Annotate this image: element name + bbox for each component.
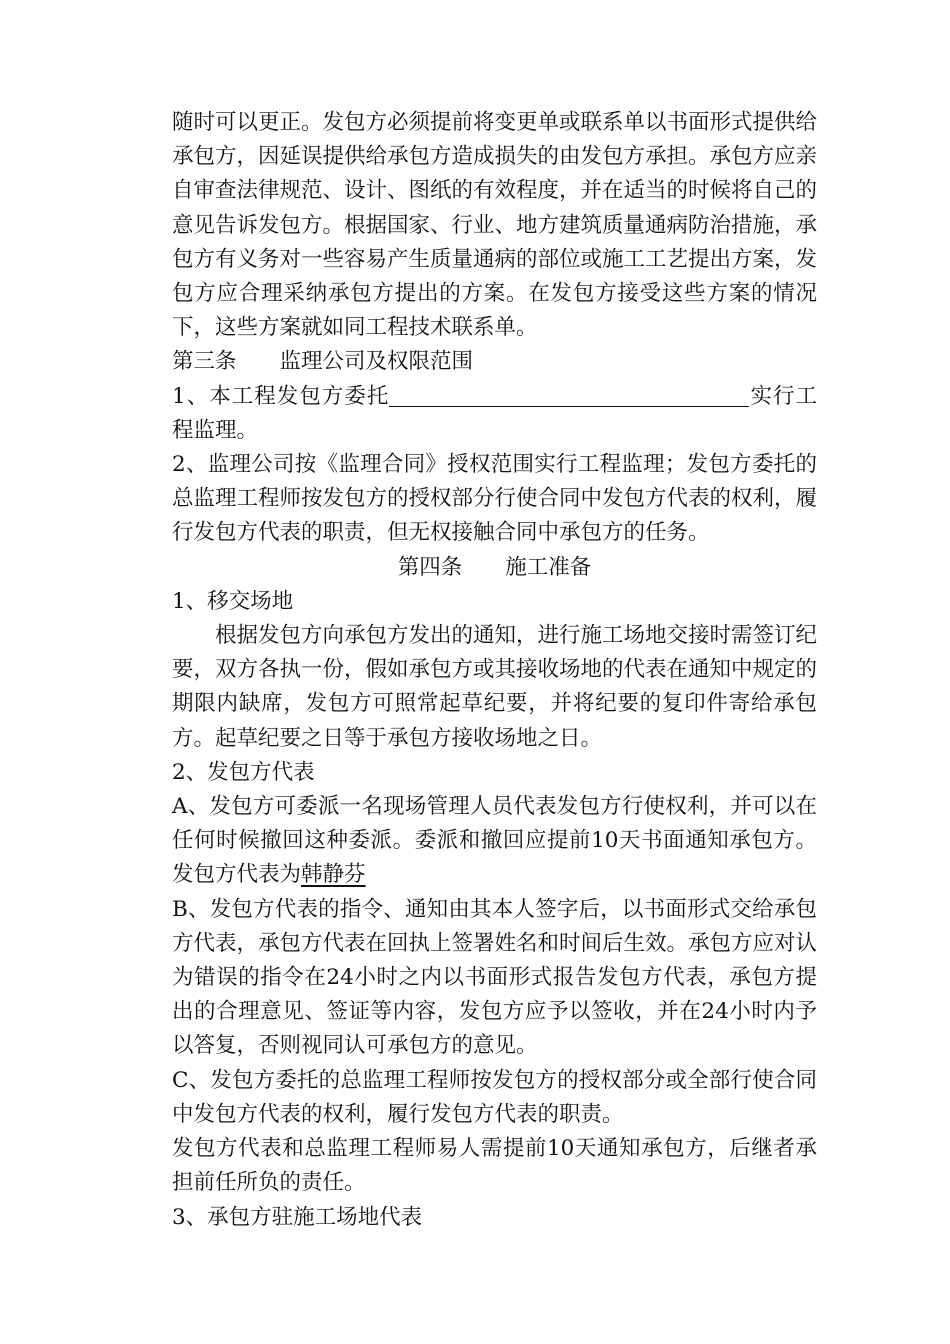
item-4-1-body: 根据发包方向承包方发出的通知，进行施工场地交接时需签订纪要，双方各执一份，假如承包方或其接收场地的代表在通知中规定的期限内缺席，发包方可照常起草纪要，并将纪要的复印件寄给承包方。起草纪要之日等于承包方接收场地之日。 — [172, 623, 818, 751]
article-4-number: 第四条 — [397, 554, 463, 580]
owner-representative-name: 韩静芬 — [301, 862, 366, 888]
item-4-1-title: 1、移交场地 — [172, 588, 294, 614]
item-3-1-after: 实行工程监理。 — [172, 383, 817, 443]
paragraph-change-orders: 随时可以更正。发包方必须提前将变更单或联系单以书面形式提供给承包方，因延误提供给承包方造成损失的由发包方承担。承包方应亲自审查法律规范、设计、图纸的有效程度，并在适当的时候将自己的意见告诉发包方。根据国家、行业、地方建筑质量通病防治措施，承包方有义务对一些容易产生质量通病的部位或施工工艺提出方案，发包方应合理采纳承包方提出的方案。在发包方接受这些方案的情况下，这些方案就如同工程技术联系单。 — [172, 110, 818, 341]
item-4-2-a — [172, 790, 817, 893]
item-3-1-before: 1、本工程发包方委托 — [172, 383, 390, 409]
item-4-2-c: C、发包方委托的总监理工程师按发包方的授权部分或全部行使合同中发包方代表的权利，履行发包方代表的职责。 — [172, 1067, 817, 1127]
document-page — [172, 106, 817, 1235]
item-4-2-title: 2、发包方代表 — [172, 759, 315, 785]
article-4-heading — [172, 551, 817, 585]
item-4-3-title: 3、承包方驻施工场地代表 — [172, 1204, 423, 1230]
article-3-heading — [172, 345, 817, 379]
item-4-2-b: B、发包方代表的指令、通知由其本人签字后，以书面形式交给承包方代表，承包方代表在回执上签署姓名和时间后生效。承包方应对认为错误的指令在24小时之内以书面形式报告发包方代表，承包方提出的合理意见、签证等内容，发包方应予以签收，并在24小时内予以答复，否则视同认可承包方的意见。 — [172, 896, 818, 1059]
item-3-1 — [172, 380, 817, 448]
item-4-2-a-text: A、发包方可委派一名现场管理人员代表发包方行使权利，并可以在任何时候撤回这种委派。委派和撤回应提前10天书面通知承包方。发包方代表为 — [172, 794, 817, 888]
item-3-2: 2、监理公司按《监理合同》授权范围实行工程监理；发包方委托的总监理工程师按发包方的授权部分行使合同中发包方代表的权利，履行发包方代表的职责，但无权接触合同中承包方的任务。 — [172, 452, 818, 546]
article-3-number: 第三条 — [172, 349, 237, 375]
item-4-2-d: 发包方代表和总监理工程师易人需提前10天通知承包方，后继者承担前任所负的责任。 — [172, 1136, 817, 1196]
supervisor-blank-field — [389, 384, 749, 407]
article-3-title: 监理公司及权限范围 — [279, 349, 474, 375]
article-4-title: 施工准备 — [505, 554, 592, 580]
